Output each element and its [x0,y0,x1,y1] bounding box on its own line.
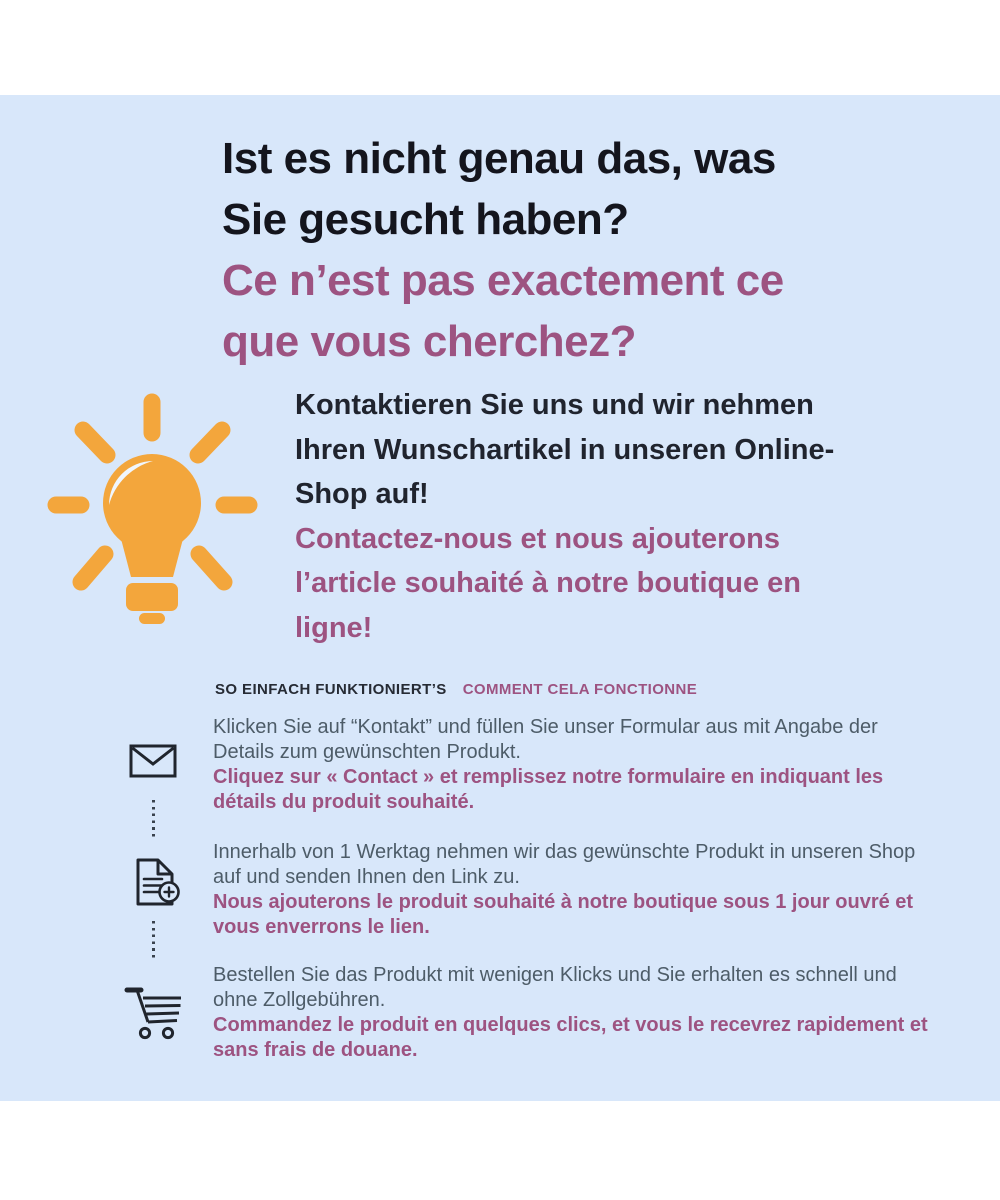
page-title [222,128,922,372]
step-2-text-french: Nous ajouterons le produit souhaité à notre boutique sous 1 jour ouvré et vous enverrons le lien. [213,891,914,938]
step-2-text-german: Innerhalb von 1 Werktag nehmen wir das gewünschte Produkt in unseren Shop auf und senden Ihnen den Link zu. [213,841,916,888]
how-it-works-header [215,681,697,698]
step-2 [213,840,928,940]
step-1-text-german: Klicken Sie auf “Kontakt” und füllen Sie unser Formular aus mit Angabe der Details zum gewünschten Produkt. [213,716,878,763]
how-it-works-label-french: COMMENT CELA FONCTIONNE [462,681,698,698]
document-add-icon [128,857,182,909]
title-german-line2: Sie gesucht haben? [222,195,629,244]
step-3 [213,963,928,1063]
step-3-text-german: Bestellen Sie das Produkt mit wenigen Klicks und Sie erhalten es schnell und ohne Zollgebühren. [213,964,897,1011]
cart-icon [124,985,184,1041]
hero-message-german: Kontaktieren Sie uns und wir nehmen Ihren Wunschartikel in unseren Online-Shop auf! [295,389,835,510]
how-it-works-label-german: SO EINFACH FUNKTIONIERT’S [215,681,447,698]
hero-message-french: Contactez-nous et nous ajouterons l’article souhaité à notre boutique en ligne! [295,522,801,644]
dotted-connector [152,800,155,837]
dotted-connector [152,921,155,958]
step-3-text-french: Commandez le produit en quelques clics, et vous le recevrez rapidement et sans frais de douane. [213,1014,928,1061]
hero-message [295,383,855,650]
title-french-line1: Ce n’est pas exactement ce [222,256,784,305]
step-1-text-french: Cliquez sur « Contact » et remplissez notre formulaire en indiquant les détails du produit souhaité. [213,766,884,813]
title-german-line1: Ist es nicht genau das, was [222,134,776,183]
step-1 [213,715,928,815]
lightbulb-icon [47,393,259,625]
title-french-line2: que vous cherchez? [222,317,637,366]
envelope-icon [129,744,177,778]
